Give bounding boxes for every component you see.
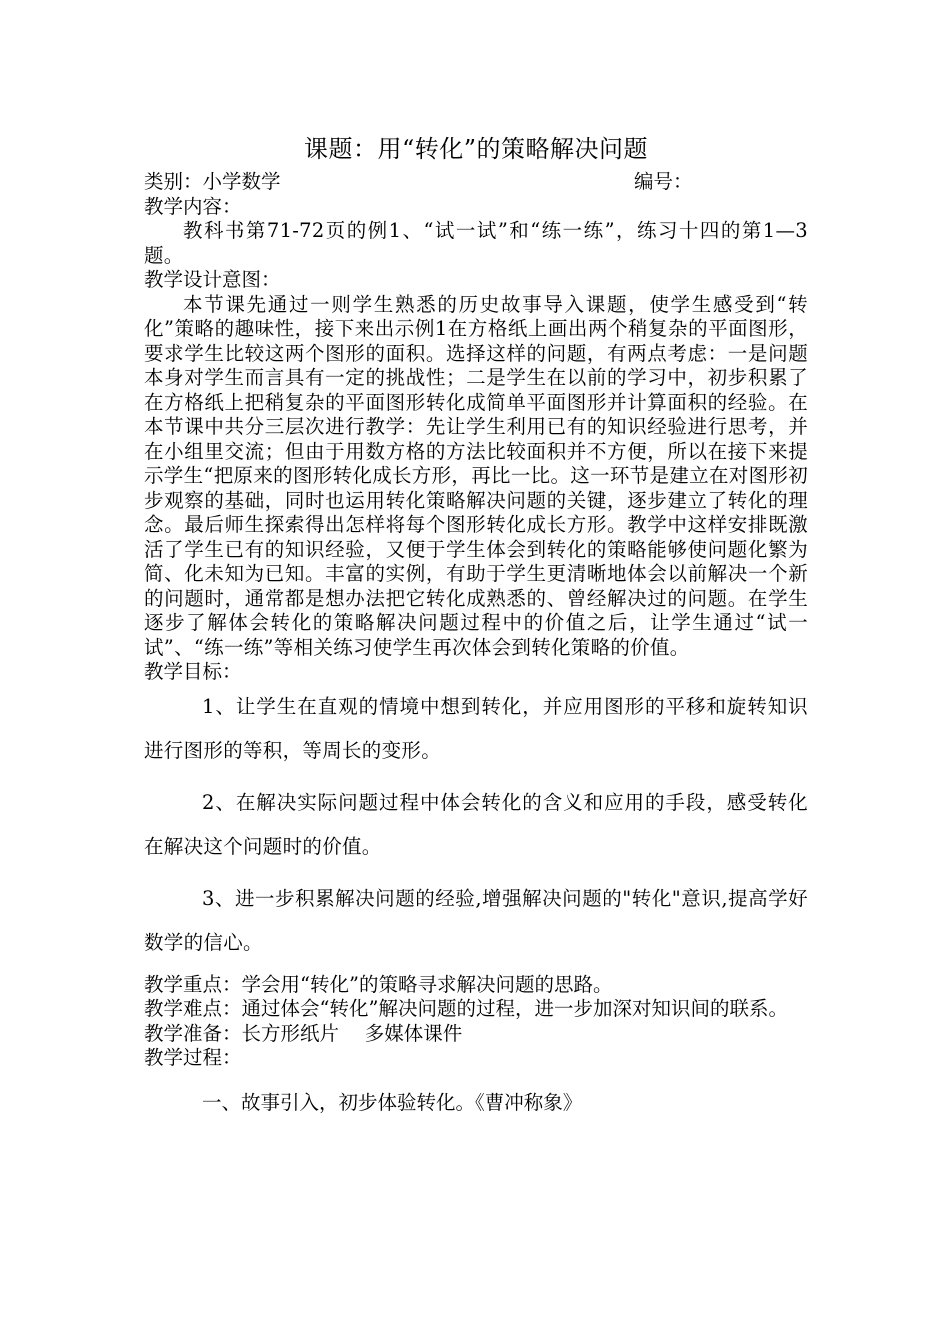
goal-item-3: 3、进一步积累解决问题的经验,增强解决问题的"转化"意识,提高学好数学的信心。	[144, 886, 808, 954]
design-text: 本节课先通过一则学生熟悉的历史故事导入课题，使学生感受到“转化”策略的趣味性，接下来出示例1在方格纸上画出两个稍复杂的平面图形，要求学生比较这两个图形的面积。选择这样的问题，有两点考虑：一是问题本身对学生而言具有一定的挑战性；二是学生在以前的学习中，初步积累了在方格纸上把稍复杂的平面图形转化成简单平面图形并计算面积的经验。在本节课中共分三层次进行教学：先让学生利用已有的知识经验进行思考，并在小组里交流；但由于用数方格的方法比较面积并不方便，所以在接下来提示学生“把原来的图形转化成长方形，再比一比。这一环节是建立在对图形初步观察的基础，同时也运用转化策略解决问题的关键，逐步建立了转化的理念。最后师生探索得出怎样将每个图形转化成长方形。教学中这样安排既激活了学生已有的知识经验，又便于学生体会到转化的策略能够使问题化繁为简、化未知为已知。丰富的实例，有助于学生更清晰地体会以前解决一个新的问题时，通常都是想办法把它转化成熟悉的、曾经解决过的问题。在学生逐步了解体会转化的策略解决问题过程中的价值之后，让学生通过“试一试”、“练一练”等相关练习使学生再次体会到转化策略的价值。	[144, 292, 808, 659]
meta-row	[144, 170, 808, 195]
goal-item-1: 1、让学生在直观的情境中想到转化，并应用图形的平移和旋转知识进行图形的等积，等周长的变形。	[144, 694, 808, 762]
content-text: 教科书第71-72页的例1、“试一试”和“练一练”，练习十四的第1—3题。	[144, 219, 808, 267]
process-step-1: 一、故事引入，初步体验转化。《曹冲称象》	[202, 1090, 583, 1114]
serial-number-label: 编号：	[634, 170, 693, 193]
process-heading: 教学过程：	[144, 1046, 242, 1069]
design-heading: 教学设计意图：	[144, 268, 281, 291]
content-heading: 教学内容：	[144, 194, 242, 218]
key-point: 教学重点：学会用“转化”的策略寻求解决问题的思路。	[144, 972, 613, 996]
goal-item-2: 2、在解决实际问题过程中体会转化的含义和应用的手段，感受转化在解决这个问题时的价值。	[144, 790, 808, 858]
difficulty: 教学难点：通过体会“转化”解决问题的过程，进一步加深对知识间的联系。	[144, 997, 788, 1020]
preparation: 教学准备：长方形纸片 多媒体课件	[144, 1021, 463, 1045]
lesson-title: 课题：用“转化”的策略解决问题	[303, 135, 649, 163]
goals-heading: 教学目标：	[144, 660, 242, 683]
category-label: 类别：小学数学	[144, 170, 281, 193]
document-page	[144, 128, 808, 1115]
